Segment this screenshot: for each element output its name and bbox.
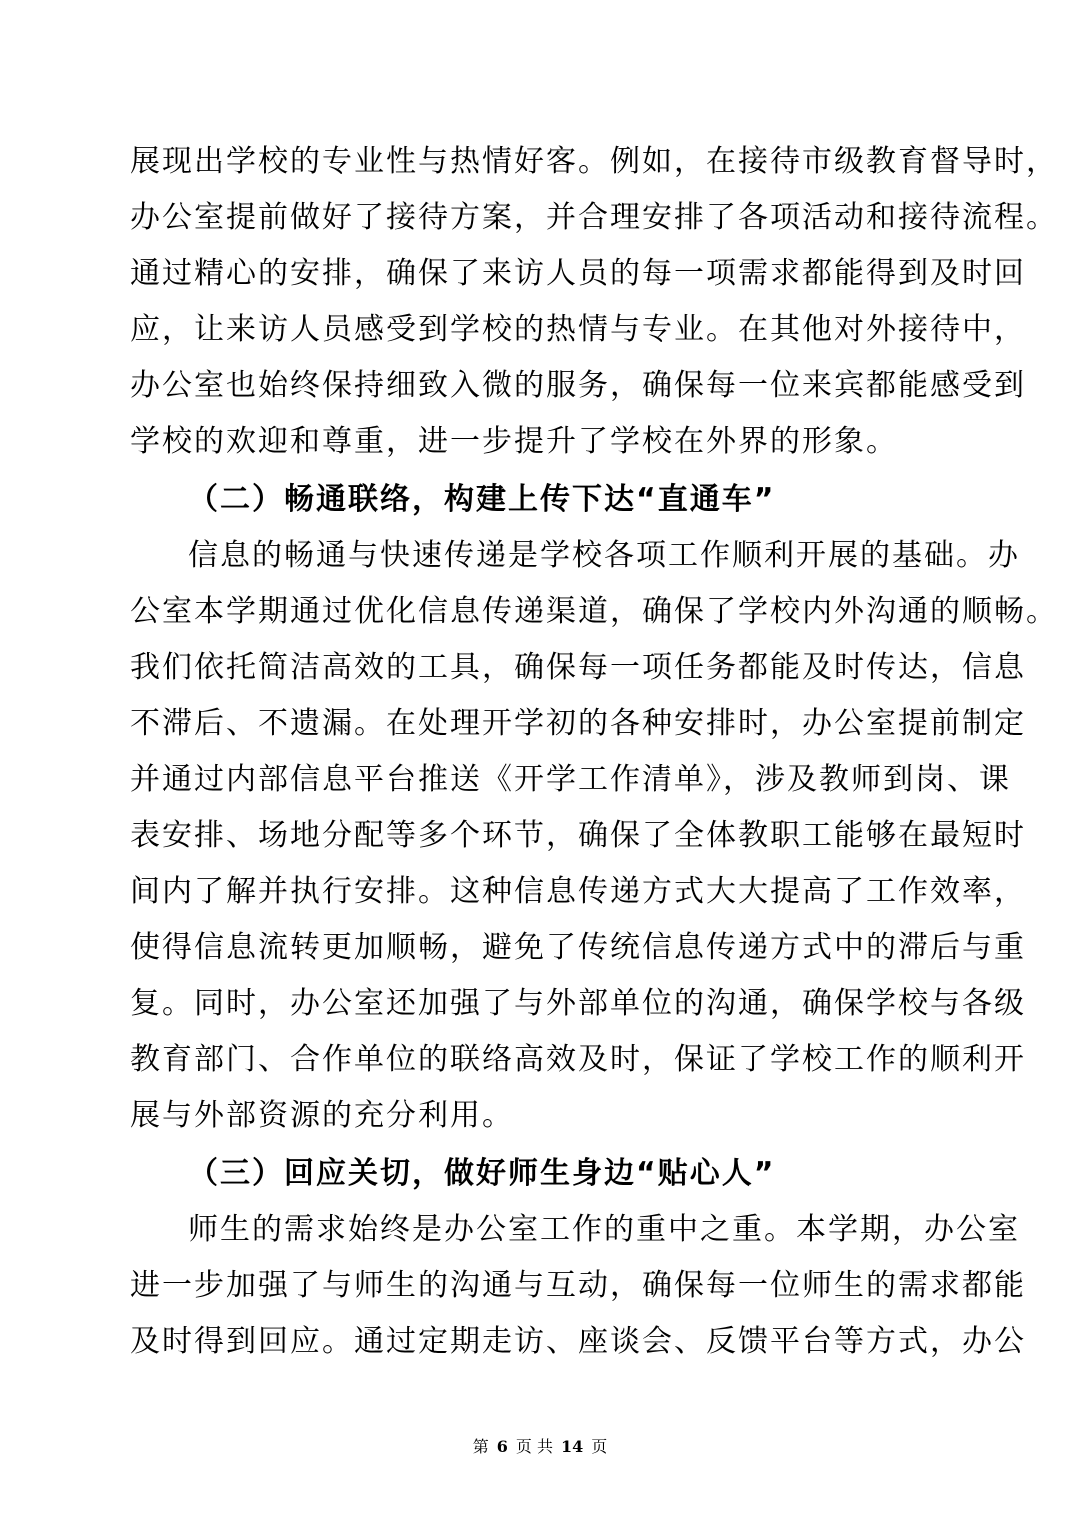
paragraph-line: 应，让来访人员感受到学校的热情与专业。在其他对外接待中，	[130, 312, 1026, 347]
paragraph-line: 表安排、场地分配等多个环节，确保了全体教职工能够在最短时	[130, 818, 1026, 853]
page-footer	[0, 1436, 1080, 1458]
paragraph-line: 教育部门、合作单位的联络高效及时，保证了学校工作的顺利开	[130, 1042, 1026, 1077]
paragraph-line: 展与外部资源的充分利用。	[130, 1098, 514, 1133]
paragraph-line: 信息的畅通与快速传递是学校各项工作顺利开展的基础。办	[188, 538, 1020, 573]
paragraph-line: 不滞后、不遗漏。在处理开学初的各种安排时，办公室提前制定	[130, 706, 1026, 741]
paragraph-line: 使得信息流转更加顺畅，避免了传统信息传递方式中的滞后与重	[130, 930, 1026, 965]
paragraph-line: 进一步加强了与师生的沟通与互动，确保每一位师生的需求都能	[130, 1268, 1026, 1303]
paragraph-line: 办公室提前做好了接待方案，并合理安排了各项活动和接待流程。	[130, 200, 1058, 235]
paragraph-line: 师生的需求始终是办公室工作的重中之重。本学期，办公室	[188, 1212, 1020, 1247]
paragraph-line: 公室本学期通过优化信息传递渠道，确保了学校内外沟通的顺畅。	[130, 594, 1058, 629]
footer-prefix: 第	[472, 1437, 489, 1456]
total-pages-number: 14	[560, 1437, 584, 1456]
paragraph-line: 我们依托简洁高效的工具，确保每一项任务都能及时传达，信息	[130, 650, 1026, 685]
current-page-number: 6	[496, 1437, 508, 1456]
paragraph-line: 学校的欢迎和尊重，进一步提升了学校在外界的形象。	[130, 424, 898, 459]
paragraph-line: 及时得到回应。通过定期走访、座谈会、反馈平台等方式，办公	[130, 1324, 1026, 1359]
section-heading-2: （二）畅通联络，构建上传下达“直通车”	[188, 482, 776, 517]
paragraph-line: 复。同时，办公室还加强了与外部单位的沟通，确保学校与各级	[130, 986, 1026, 1021]
paragraph-line: 通过精心的安排，确保了来访人员的每一项需求都能得到及时回	[130, 256, 1026, 291]
footer-suffix: 页	[591, 1437, 608, 1456]
footer-middle: 页 共	[515, 1437, 553, 1456]
paragraph-line: 间内了解并执行安排。这种信息传递方式大大提高了工作效率，	[130, 874, 1026, 909]
paragraph-line: 办公室也始终保持细致入微的服务，确保每一位来宾都能感受到	[130, 368, 1026, 403]
paragraph-line: 并通过内部信息平台推送《开学工作清单》，涉及教师到岗、课	[130, 762, 1011, 797]
section-heading-3: （三）回应关切，做好师生身边“贴心人”	[188, 1156, 776, 1191]
paragraph-line: 展现出学校的专业性与热情好客。例如，在接待市级教育督导时，	[130, 144, 1058, 179]
